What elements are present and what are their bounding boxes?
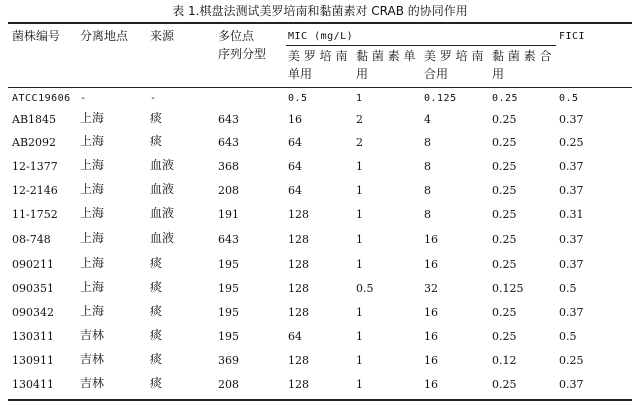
cell-location: 上海	[80, 111, 105, 125]
cell-strain: ATCC19606	[12, 93, 71, 104]
cell-strain: AB2092	[12, 136, 57, 149]
top-rule	[8, 22, 632, 24]
cell-fici: 0.37	[559, 233, 584, 246]
cell-source: 痰	[150, 280, 163, 294]
cell-strain: 130411	[12, 378, 54, 391]
cell-mlst: 191	[218, 208, 239, 221]
cell-source: 血液	[150, 182, 175, 196]
cell-source: 痰	[150, 328, 163, 342]
cell-fici: 0.37	[559, 113, 584, 126]
cell-source: 血液	[150, 158, 175, 172]
subheader-meropenem-alone: 美 罗 培 南	[288, 49, 348, 63]
cell-fici: 0.5	[559, 93, 579, 104]
cell-meropenem-alone: 64	[288, 136, 302, 149]
cell-source: 血液	[150, 206, 175, 220]
cell-strain: 12-1377	[12, 160, 58, 173]
cell-meropenem-combined: 8	[424, 208, 431, 221]
cell-strain: 130911	[12, 354, 54, 367]
cell-colistin-combined: 0.25	[492, 113, 517, 126]
cell-meropenem-combined: 16	[424, 330, 438, 343]
cell-colistin-alone: 1	[356, 184, 363, 197]
cell-meropenem-alone: 128	[288, 378, 309, 391]
cell-colistin-alone: 1	[356, 258, 363, 271]
cell-meropenem-alone: 16	[288, 113, 302, 126]
header-fici: FICI	[559, 31, 586, 42]
cell-location: 上海	[80, 158, 105, 172]
cell-location: 上海	[80, 231, 105, 245]
cell-colistin-alone: 1	[356, 354, 363, 367]
cell-colistin-combined: 0.25	[492, 208, 517, 221]
cell-fici: 0.5	[559, 282, 577, 295]
cell-meropenem-alone: 64	[288, 160, 302, 173]
cell-location: 上海	[80, 134, 105, 148]
subheader-colistin-combined: 用	[492, 67, 505, 81]
cell-strain: 12-2146	[12, 184, 58, 197]
cell-strain: 090351	[12, 282, 54, 295]
cell-strain: 08-748	[12, 233, 51, 246]
cell-source: 痰	[150, 352, 163, 366]
cell-location: 吉林	[80, 328, 105, 342]
cell-source: 痰	[150, 256, 163, 270]
subheader-meropenem-combined: 合用	[424, 67, 449, 81]
cell-colistin-combined: 0.125	[492, 282, 524, 295]
cell-meropenem-combined: 16	[424, 378, 438, 391]
cell-fici: 0.37	[559, 184, 584, 197]
cell-fici: 0.25	[559, 136, 584, 149]
cell-meropenem-alone: 128	[288, 233, 309, 246]
cell-location: -	[80, 93, 87, 104]
cell-colistin-combined: 0.25	[492, 306, 517, 319]
cell-meropenem-combined: 16	[424, 258, 438, 271]
cell-mlst: 643	[218, 113, 239, 126]
cell-mlst: 195	[218, 282, 239, 295]
cell-source: 痰	[150, 134, 163, 148]
cell-location: 吉林	[80, 352, 105, 366]
cell-fici: 0.25	[559, 354, 584, 367]
cell-mlst: 368	[218, 160, 239, 173]
cell-colistin-alone: 1	[356, 378, 363, 391]
cell-fici: 0.37	[559, 258, 584, 271]
cell-mlst: 643	[218, 233, 239, 246]
cell-fici: 0.37	[559, 306, 584, 319]
cell-meropenem-combined: 16	[424, 233, 438, 246]
cell-colistin-alone: 1	[356, 208, 363, 221]
subheader-meropenem-alone: 单用	[288, 67, 313, 81]
cell-colistin-combined: 0.25	[492, 330, 517, 343]
cell-source: 痰	[150, 376, 163, 390]
cell-colistin-combined: 0.25	[492, 378, 517, 391]
cell-meropenem-combined: 16	[424, 306, 438, 319]
cell-colistin-combined: 0.25	[492, 258, 517, 271]
cell-meropenem-alone: 128	[288, 208, 309, 221]
cell-meropenem-alone: 128	[288, 306, 309, 319]
cell-location: 吉林	[80, 376, 105, 390]
subheader-colistin-alone: 黏 菌 素 单	[356, 49, 416, 63]
cell-mlst: 195	[218, 330, 239, 343]
header-mlst: 多位点	[218, 29, 255, 43]
cell-colistin-alone: 1	[356, 330, 363, 343]
cell-mlst: 195	[218, 306, 239, 319]
cell-colistin-alone: 1	[356, 93, 363, 104]
cell-mlst: 208	[218, 378, 239, 391]
cell-location: 上海	[80, 304, 105, 318]
header-mic: MIC (mg/L)	[288, 31, 354, 42]
cell-location: 上海	[80, 280, 105, 294]
cell-meropenem-alone: 128	[288, 282, 309, 295]
cell-strain: 090211	[12, 258, 54, 271]
header-mlst: 序列分型	[218, 47, 267, 61]
cell-meropenem-alone: 64	[288, 330, 302, 343]
cell-mlst: 195	[218, 258, 239, 271]
cell-colistin-alone: 0.5	[356, 282, 374, 295]
cell-location: 上海	[80, 182, 105, 196]
cell-source: 痰	[150, 304, 163, 318]
cell-colistin-alone: 1	[356, 306, 363, 319]
cell-meropenem-combined: 8	[424, 136, 431, 149]
header-source: 来源	[150, 29, 175, 43]
cell-colistin-combined: 0.25	[492, 93, 519, 104]
cell-source: 痰	[150, 111, 163, 125]
cell-colistin-alone: 2	[356, 136, 363, 149]
header-bottom-rule	[8, 87, 632, 88]
cell-strain: 11-1752	[12, 208, 58, 221]
cell-meropenem-alone: 0.5	[288, 93, 308, 104]
subheader-colistin-combined: 黏 菌 素 合	[492, 49, 552, 63]
cell-meropenem-combined: 4	[424, 113, 431, 126]
cell-mlst: 369	[218, 354, 239, 367]
cell-fici: 0.37	[559, 378, 584, 391]
cell-source: -	[150, 93, 157, 104]
cell-meropenem-alone: 128	[288, 354, 309, 367]
cell-colistin-alone: 1	[356, 160, 363, 173]
header-location: 分离地点	[80, 29, 129, 43]
cell-colistin-alone: 2	[356, 113, 363, 126]
cell-meropenem-combined: 16	[424, 354, 438, 367]
cell-meropenem-combined: 8	[424, 160, 431, 173]
cell-meropenem-combined: 32	[424, 282, 438, 295]
cell-strain: AB1845	[12, 113, 57, 126]
bottom-rule	[8, 399, 632, 401]
cell-source: 血液	[150, 231, 175, 245]
cell-colistin-combined: 0.12	[492, 354, 517, 367]
cell-fici: 0.31	[559, 208, 584, 221]
cell-strain: 090342	[12, 306, 54, 319]
cell-fici: 0.5	[559, 330, 577, 343]
mic-rule	[286, 45, 556, 46]
cell-fici: 0.37	[559, 160, 584, 173]
cell-meropenem-alone: 64	[288, 184, 302, 197]
cell-strain: 130311	[12, 330, 54, 343]
subheader-colistin-alone: 用	[356, 67, 369, 81]
cell-mlst: 208	[218, 184, 239, 197]
cell-meropenem-alone: 128	[288, 258, 309, 271]
cell-colistin-alone: 1	[356, 233, 363, 246]
cell-colistin-combined: 0.25	[492, 233, 517, 246]
cell-location: 上海	[80, 206, 105, 220]
table-title: 表 1.棋盘法测试美罗培南和黏菌素对 CRAB 的协同作用	[172, 4, 468, 18]
header-strain: 菌株编号	[12, 29, 61, 43]
cell-mlst: 643	[218, 136, 239, 149]
cell-colistin-combined: 0.25	[492, 136, 517, 149]
cell-colistin-combined: 0.25	[492, 160, 517, 173]
cell-meropenem-combined: 8	[424, 184, 431, 197]
cell-colistin-combined: 0.25	[492, 184, 517, 197]
subheader-meropenem-combined: 美 罗 培 南	[424, 49, 484, 63]
cell-location: 上海	[80, 256, 105, 270]
cell-meropenem-combined: 0.125	[424, 93, 457, 104]
